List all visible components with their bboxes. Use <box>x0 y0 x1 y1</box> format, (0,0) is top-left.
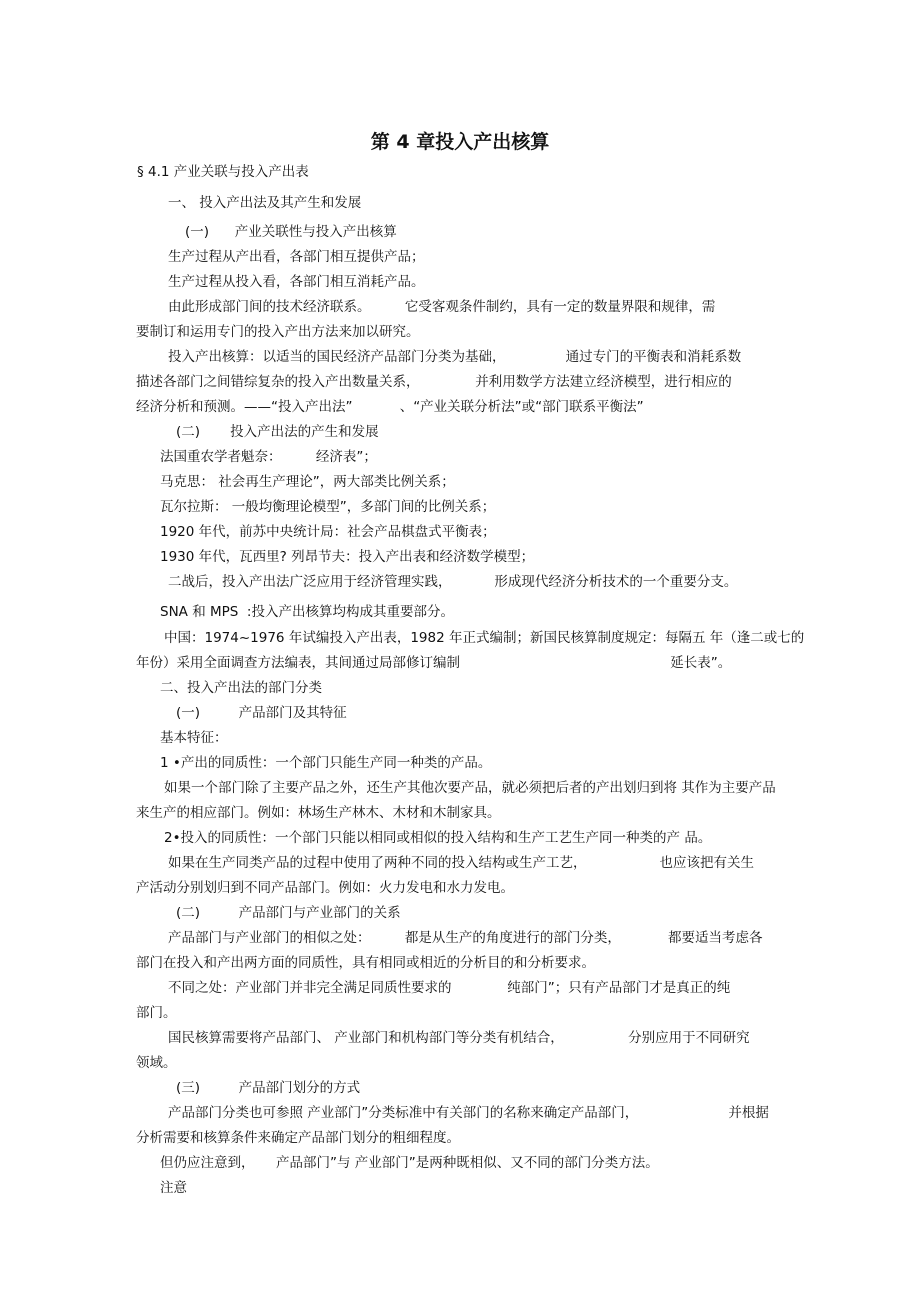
subheading-1-2: (二) 投入产出法的产生和发展 <box>176 424 379 440</box>
paragraph-line: 1920 年代，前苏中央统计局：社会产品棋盘式平衡表； <box>160 524 496 540</box>
paragraph-line: 生产过程从产出看，各部门相互提供产品； <box>168 249 425 265</box>
paragraph-line: SNA 和 MPS :投入产出核算均构成其重要部分。 <box>160 604 454 620</box>
subheading-1-1: (一) 产业关联性与投入产出核算 <box>185 224 397 240</box>
paragraph-line: 1 •产出的同质性：一个部门只能生产同一种类的产品。 <box>160 755 492 771</box>
chapter-title: 第 4 章投入产出核算 <box>370 131 550 153</box>
paragraph-line: 产品部门分类也可参照 产业部门”分类标准中有关部门的名称来确定产品部门， 并根据 <box>168 1105 769 1121</box>
paragraph-line: 投入产出核算：以适当的国民经济产品部门分类为基础， 通过专门的平衡表和消耗系数 <box>168 349 742 365</box>
paragraph-line: 中国：1974~1976 年试编投入产出表，1982 年正式编制；新国民核算制度规定：每隔五 年（逢二或七的 <box>164 630 805 646</box>
subheading-2-2: (二) 产品部门与产业部门的关系 <box>176 905 401 921</box>
paragraph-line: 但仍应注意到， 产品部门”与 产业部门”是两种既相似、又不同的部门分类方法。 <box>160 1155 659 1171</box>
heading-1: 一、 投入产出法及其产生和发展 <box>168 195 362 211</box>
paragraph-line: 由此形成部门间的技术经济联系。 它受客观条件制约，具有一定的数量界限和规律，需 <box>168 299 716 315</box>
paragraph-line: 二战后，投入产出法广泛应用于经济管理实践， 形成现代经济分析技术的一个重要分支。 <box>168 574 738 590</box>
paragraph-line: 生产过程从投入看，各部门相互消耗产品。 <box>168 274 425 290</box>
paragraph-line: 1930 年代，瓦西里? 列昂节夫：投入产出表和经济数学模型； <box>160 549 535 565</box>
paragraph-line: 国民核算需要将产品部门、 产业部门和机构部门等分类有机结合， 分别应用于不同研究 <box>168 1030 750 1046</box>
paragraph-line: 描述各部门之间错综复杂的投入产出数量关系， 并利用数学方法建立经济模型，进行相应的 <box>136 374 732 390</box>
paragraph-line: 年份）采用全面调查方法编表，其间通过局部修订编制 延长表”。 <box>136 655 732 671</box>
paragraph-line: 法国重农学者魁奈： 经济表”； <box>160 449 377 465</box>
paragraph-line: 马克思： 社会再生产理论”，两大部类比例关系； <box>160 474 455 490</box>
heading-2: 二、投入产出法的部门分类 <box>160 680 322 696</box>
paragraph-line: 来生产的相应部门。例如：林场生产林木、木材和木制家具。 <box>136 805 501 821</box>
paragraph-line: 部门在投入和产出两方面的同质性，具有相同或相近的分析目的和分析要求。 <box>136 955 595 971</box>
paragraph-line: 基本特征： <box>160 730 228 746</box>
subheading-2-1: (一) 产品部门及其特征 <box>176 705 347 721</box>
paragraph-line: 分析需要和核算条件来确定产品部门划分的粗细程度。 <box>136 1130 460 1146</box>
paragraph-line: 部门。 <box>136 1005 177 1021</box>
paragraph-line: 瓦尔拉斯： 一般均衡理论模型”，多部门间的比例关系； <box>160 499 496 515</box>
subheading-2-3: (三) 产品部门划分的方式 <box>176 1080 361 1096</box>
paragraph-line: 2•投入的同质性：一个部门只能以相同或相似的投入结构和生产工艺生产同一种类的产 品。 <box>164 830 712 846</box>
paragraph-line: 经济分析和预测。——“投入产出法” 、“产业关联分析法”或“部门联系平衡法” <box>136 399 644 415</box>
paragraph-line: 注意 <box>160 1180 187 1196</box>
paragraph-line: 产品部门与产业部门的相似之处： 都是从生产的角度进行的部门分类， 都要适当考虑各 <box>168 930 763 946</box>
section-heading: § 4.1 产业关联与投入产出表 <box>137 164 309 180</box>
paragraph-line: 如果在生产同类产品的过程中使用了两种不同的投入结构或生产工艺， 也应该把有关生 <box>168 855 754 871</box>
paragraph-line: 不同之处：产业部门并非完全满足同质性要求的 纯部门”；只有产品部门才是真正的纯 <box>168 980 731 996</box>
paragraph-line: 领域。 <box>136 1055 177 1071</box>
paragraph-line: 要制订和运用专门的投入产出方法来加以研究。 <box>136 324 420 340</box>
paragraph-line: 产活动分别划归到不同产品部门。例如：火力发电和水力发电。 <box>136 880 514 896</box>
paragraph-line: 如果一个部门除了主要产品之外，还生产其他次要产品，就必须把后者的产出划归到将 其作为主要产品 <box>164 780 776 796</box>
